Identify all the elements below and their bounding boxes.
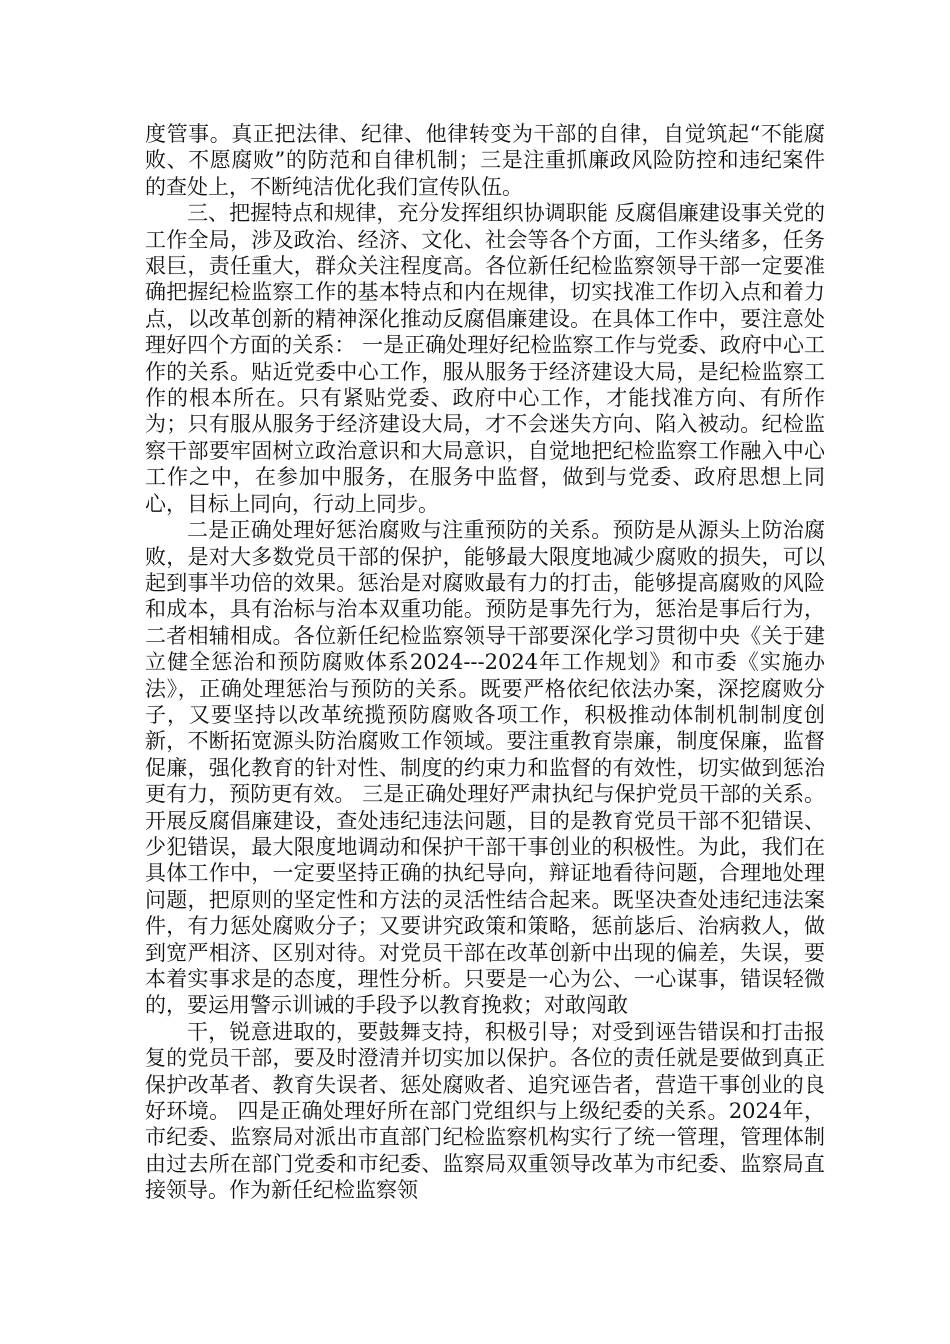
paragraph-1: 度管事。真正把法律、纪律、他律转变为干部的自律，自觉筑起“不能腐败、不愿腐败”的防范和自律机制；三是注重抓廉政风险防控和违纪案件的查处上，不断纯洁优化我们宣传队伍。	[145, 122, 825, 199]
paragraph-4: 干，锐意进取的，要鼓舞支持，积极引导；对受到诬告错误和打击报复的党员干部，要及时澄清并切实加以保护。各位的责任就是要做到真正保护改革者、教育失误者、惩处腐败者、追究诬告者，营造干事创业的良好环境。 四是正确处理好所在部门党组织与上级纪委的关系。2024年，市纪委、监察局对派出市直部门纪检监察机构实行了统一管理，管理体制由过去所在部门党委和市纪委、监察局双重领导改革为市纪委、监察局直接领导。作为新任纪检监察领	[145, 1019, 825, 1203]
document-body	[145, 121, 825, 1204]
paragraph-3: 二是正确处理好惩治腐败与注重预防的关系。预防是从源头上防治腐败，是对大多数党员干部的保护，能够最大限度地减少腐败的损失，可以起到事半功倍的效果。惩治是对腐败最有力的打击，能够提高腐败的风险和成本，具有治标与治本双重功能。预防是事先行为，惩治是事后行为，二者相辅相成。各位新任纪检监察领导干部要深化学习贯彻中央《关于建立健全惩治和预防腐败体系2024---2024年工作规划》和市委《实施办法》，正确处理惩治与预防的关系。既要严格依纪依法办案，深挖腐败分子，又要坚持以改革统揽预防腐败各项工作，积极推动体制机制制度创新，不断拓宽源头防治腐败工作领域。要注重教育崇廉，制度保廉，监督促廉，强化教育的针对性、制度的约束力和监督的有效性，切实做到惩治更有力，预防更有效。 三是正确处理好严肃执纪与保护党员干部的关系。开展反腐倡廉建设，查处违纪违法问题，目的是教育党员干部不犯错误、少犯错误，最大限度地调动和保护干部干事创业的积极性。为此，我们在具体工作中，一定要坚持正确的执纪导向，辩证地看待问题，合理地处理问题，把原则的坚定性和方法的灵活性结合起来。既坚决查处违纪违法案件，有力惩处腐败分子；又要讲究政策和策略，惩前毖后、治病救人，做到宽严相济、区别对待。对党员干部在改革创新中出现的偏差，失误，要本着实事求是的态度，理性分析。只要是一心为公、一心谋事，错误轻微的，要运用警示训诫的手段予以教育挽救；对敢闯敢	[145, 518, 825, 1018]
paragraph-2: 三、把握特点和规律，充分发挥组织协调职能 反腐倡廉建设事关党的工作全局，涉及政治、经济、文化、社会等各个方面，工作头绪多，任务艰巨，责任重大，群众关注程度高。各位新任纪检监察领导干部一定要准确把握纪检监察工作的基本特点和内在规律，切实找准工作切入点和着力点，以改革创新的精神深化推动反腐倡廉建设。在具体工作中，要注意处理好四个方面的关系： 一是正确处理好纪检监察工作与党委、政府中心工作的关系。贴近党委中心工作，服从服务于经济建设大局，是纪检监察工作的根本所在。只有紧贴党委、政府中心工作，才能找准方向、有所作为；只有服从服务于经济建设大局，才不会迷失方向、陷入被动。纪检监察干部要牢固树立政治意识和大局意识，自觉地把纪检监察工作融入中心工作之中，在参加中服务，在服务中监督，做到与党委、政府思想上同心，目标上同向，行动上同步。	[145, 201, 825, 516]
